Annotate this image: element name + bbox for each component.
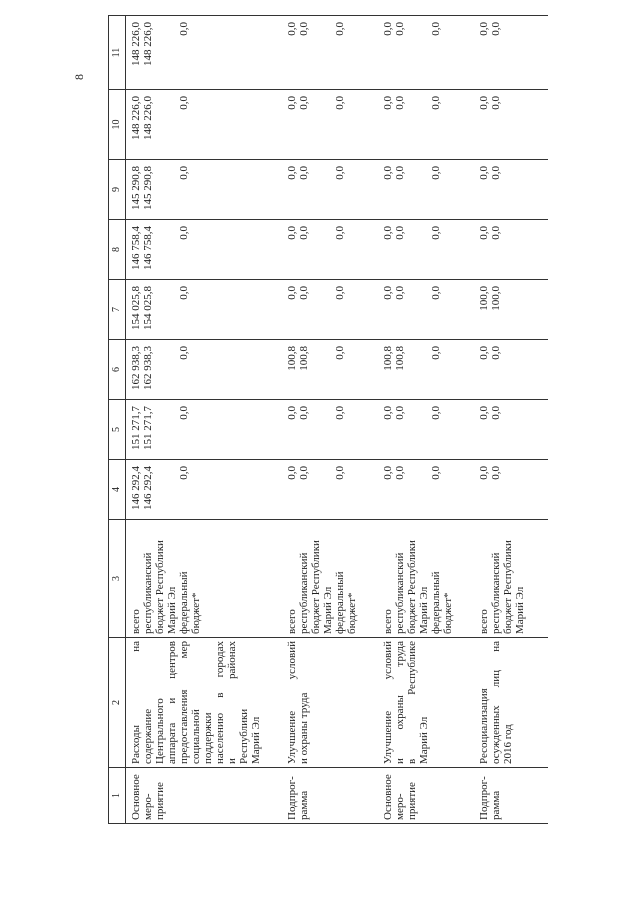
value-cell	[380, 90, 476, 160]
column-header: 6	[109, 340, 126, 400]
cell-line: и районах	[226, 641, 238, 764]
cell-line: всего	[286, 609, 298, 634]
value-cell	[284, 90, 380, 160]
table-row	[284, 16, 380, 824]
value-vals_total: 148 226,0	[130, 22, 142, 66]
row-source-cell	[380, 520, 476, 638]
budget-table	[108, 15, 548, 824]
value-spacer	[406, 96, 430, 156]
cell-line: Ресоциализация	[478, 688, 490, 764]
value-spacer	[310, 96, 334, 156]
cell-line: всего	[130, 609, 142, 634]
value-vals_total: 0,0	[478, 346, 490, 360]
cell-line: осужденных лиц на	[490, 641, 502, 764]
value-vals_rep: 0,0	[394, 466, 406, 480]
value-vals_total: 154 025,8	[130, 286, 142, 330]
value-vals_rep: 0,0	[298, 226, 310, 240]
row-source-cell	[476, 520, 548, 638]
value-vals_total: 0,0	[478, 22, 490, 36]
value-vals_fed: 0,0	[178, 96, 190, 110]
value-vals_rep: 0,0	[394, 22, 406, 36]
cell-line: бюджет Республики	[310, 540, 322, 634]
value-cell	[380, 160, 476, 220]
value-vals_rep: 145 290,8	[142, 166, 154, 210]
value-cell	[284, 220, 380, 280]
cell-line: меро-	[394, 793, 406, 820]
cell-line: социальной	[190, 709, 202, 764]
value-cell	[126, 280, 285, 340]
cell-line: Улучшение условий	[286, 641, 298, 764]
value-spacer	[154, 466, 178, 516]
cell-line: федеральный	[178, 571, 190, 634]
cell-line: федеральный	[430, 571, 442, 634]
value-spacer	[406, 466, 430, 516]
value-vals_total: 0,0	[382, 466, 394, 480]
column-header: 8	[109, 220, 126, 280]
cell-line: предоставления мер	[178, 641, 190, 764]
value-cell	[126, 460, 285, 520]
value-spacer	[406, 166, 430, 216]
row-name-cell	[126, 638, 285, 768]
value-vals_total: 100,0	[478, 286, 490, 311]
cell-line: Марий Эл	[418, 716, 430, 764]
value-vals_fed: 0,0	[430, 166, 442, 180]
value-cell	[476, 16, 548, 90]
value-vals_rep: 148 226,0	[142, 96, 154, 140]
cell-line: поддержки	[202, 712, 214, 764]
value-vals_fed: 0,0	[430, 22, 442, 36]
table-row	[380, 16, 476, 824]
value-vals_total: 0,0	[478, 466, 490, 480]
cell-line: и охраны труда	[394, 641, 406, 764]
value-vals_fed: 0,0	[430, 286, 442, 300]
cell-line: Республики	[238, 708, 250, 764]
column-header: 4	[109, 460, 126, 520]
value-cell	[284, 460, 380, 520]
value-cell	[126, 340, 285, 400]
cell-line: всего	[382, 609, 394, 634]
value-vals_total: 0,0	[286, 286, 298, 300]
row-source-cell	[284, 520, 380, 638]
cell-line: Марий Эл	[166, 586, 178, 634]
value-spacer	[406, 226, 430, 276]
value-cell	[126, 90, 285, 160]
value-cell	[476, 460, 548, 520]
value-spacer	[154, 22, 178, 86]
value-vals_total: 0,0	[286, 22, 298, 36]
value-spacer	[310, 286, 334, 336]
value-vals_rep: 0,0	[298, 466, 310, 480]
cell-line: федеральный	[334, 571, 346, 634]
value-vals_rep: 154 025,8	[142, 286, 154, 330]
cell-line: населению в городах	[214, 641, 226, 764]
value-cell	[284, 280, 380, 340]
value-spacer	[154, 346, 178, 396]
value-cell	[380, 460, 476, 520]
cell-line: в Республике	[406, 641, 418, 764]
value-spacer	[406, 406, 430, 456]
cell-line: Основное	[130, 774, 142, 820]
value-vals_fed: 0,0	[430, 346, 442, 360]
value-vals_fed: 0,0	[334, 406, 346, 420]
value-spacer	[406, 286, 430, 336]
value-spacer	[154, 286, 178, 336]
cell-line: содержание	[142, 708, 154, 764]
value-vals_total: 148 226,0	[130, 96, 142, 140]
value-cell	[380, 340, 476, 400]
value-spacer	[406, 22, 430, 86]
value-vals_rep: 0,0	[490, 406, 502, 420]
cell-line: Центрального	[154, 698, 166, 764]
value-vals_rep: 0,0	[490, 226, 502, 240]
cell-line: всего	[478, 609, 490, 634]
value-vals_total: 0,0	[286, 96, 298, 110]
value-cell	[284, 160, 380, 220]
value-vals_total: 0,0	[286, 466, 298, 480]
value-vals_fed: 0,0	[430, 466, 442, 480]
value-vals_fed: 0,0	[178, 406, 190, 420]
header-row	[109, 16, 126, 824]
cell-line: Подпрог-	[478, 776, 490, 820]
value-vals_rep: 0,0	[394, 406, 406, 420]
cell-line: приятие	[406, 782, 418, 820]
column-header: 11	[109, 16, 126, 90]
value-vals_total: 100,8	[382, 346, 394, 371]
value-vals_total: 0,0	[478, 226, 490, 240]
value-spacer	[310, 166, 334, 216]
cell-line: Марий Эл	[250, 716, 262, 764]
value-vals_total: 0,0	[286, 406, 298, 420]
cell-line: Основное	[382, 774, 394, 820]
value-vals_total: 0,0	[382, 166, 394, 180]
table-row	[476, 16, 548, 824]
value-vals_rep: 0,0	[298, 96, 310, 110]
cell-line: Расходы на	[130, 641, 142, 764]
value-vals_fed: 0,0	[178, 22, 190, 36]
value-spacer	[154, 96, 178, 156]
value-spacer	[154, 406, 178, 456]
value-vals_rep: 162 938,3	[142, 346, 154, 390]
value-vals_rep: 100,8	[394, 346, 406, 371]
column-header: 7	[109, 280, 126, 340]
value-cell	[476, 400, 548, 460]
column-header: 3	[109, 520, 126, 638]
value-cell	[476, 280, 548, 340]
row-type-cell	[126, 768, 285, 824]
column-header: 5	[109, 400, 126, 460]
row-type-cell	[476, 768, 548, 824]
cell-line: Подпрог-	[286, 776, 298, 820]
value-vals_fed: 0,0	[430, 226, 442, 240]
value-spacer	[310, 22, 334, 86]
value-vals_fed: 0,0	[334, 466, 346, 480]
value-vals_fed: 0,0	[334, 166, 346, 180]
value-vals_rep: 148 226,0	[142, 22, 154, 66]
value-vals_rep: 0,0	[490, 346, 502, 360]
row-name-cell	[284, 638, 380, 768]
cell-line: бюджет Республики	[502, 540, 514, 634]
value-spacer	[154, 166, 178, 216]
value-cell	[126, 160, 285, 220]
value-vals_rep: 0,0	[394, 286, 406, 300]
value-vals_total: 146 292,4	[130, 466, 142, 510]
value-vals_rep: 0,0	[298, 286, 310, 300]
value-vals_rep: 146 292,4	[142, 466, 154, 510]
cell-line: бюджет Республики	[406, 540, 418, 634]
value-vals_fed: 0,0	[178, 166, 190, 180]
cell-line: бюджет*	[346, 592, 358, 634]
value-vals_total: 0,0	[382, 226, 394, 240]
value-vals_rep: 0,0	[298, 406, 310, 420]
value-vals_fed: 0,0	[334, 346, 346, 360]
value-vals_total: 146 758,4	[130, 226, 142, 270]
column-header: 10	[109, 90, 126, 160]
cell-line: рамма	[298, 790, 310, 820]
value-cell	[476, 160, 548, 220]
value-cell	[380, 220, 476, 280]
value-vals_rep: 0,0	[490, 22, 502, 36]
value-vals_rep: 0,0	[394, 166, 406, 180]
value-vals_total: 0,0	[286, 166, 298, 180]
value-vals_total: 0,0	[286, 226, 298, 240]
row-name-cell	[476, 638, 548, 768]
value-vals_total: 0,0	[382, 22, 394, 36]
table-row	[126, 16, 285, 824]
value-vals_fed: 0,0	[430, 96, 442, 110]
value-cell	[380, 400, 476, 460]
column-header: 2	[109, 638, 126, 768]
cell-line: приятие	[154, 782, 166, 820]
cell-line: республиканский	[142, 552, 154, 634]
cell-line: бюджет*	[190, 592, 202, 634]
value-cell	[476, 220, 548, 280]
value-vals_total: 0,0	[382, 406, 394, 420]
cell-line: бюджет*	[442, 592, 454, 634]
value-spacer	[310, 406, 334, 456]
value-cell	[126, 16, 285, 90]
value-cell	[476, 340, 548, 400]
value-cell	[126, 400, 285, 460]
value-cell	[284, 16, 380, 90]
value-vals_total: 0,0	[478, 406, 490, 420]
value-vals_total: 151 271,7	[130, 406, 142, 450]
cell-line: аппарата и центров	[166, 641, 178, 764]
cell-line: меро-	[142, 793, 154, 820]
value-cell	[380, 16, 476, 90]
value-spacer	[310, 466, 334, 516]
value-vals_fed: 0,0	[334, 226, 346, 240]
cell-line: бюджет Республики	[154, 540, 166, 634]
row-type-cell	[380, 768, 476, 824]
value-vals_fed: 0,0	[430, 406, 442, 420]
column-header: 9	[109, 160, 126, 220]
value-vals_total: 0,0	[478, 166, 490, 180]
cell-line: Улучшение условий	[382, 641, 394, 764]
value-cell	[476, 90, 548, 160]
value-vals_total: 0,0	[478, 96, 490, 110]
value-vals_rep: 0,0	[394, 96, 406, 110]
value-spacer	[154, 226, 178, 276]
value-vals_total: 100,8	[286, 346, 298, 371]
row-type-cell	[284, 768, 380, 824]
cell-line: рамма	[490, 790, 502, 820]
value-spacer	[310, 226, 334, 276]
value-vals_total: 145 290,8	[130, 166, 142, 210]
value-vals_rep: 0,0	[298, 22, 310, 36]
value-vals_total: 162 938,3	[130, 346, 142, 390]
value-vals_fed: 0,0	[178, 286, 190, 300]
value-vals_total: 0,0	[382, 286, 394, 300]
cell-line: республиканский	[394, 552, 406, 634]
value-vals_rep: 100,8	[298, 346, 310, 371]
value-vals_rep: 0,0	[490, 166, 502, 180]
cell-line: республиканский	[298, 552, 310, 634]
value-cell	[284, 340, 380, 400]
value-cell	[284, 400, 380, 460]
cell-line: Марий Эл	[322, 586, 334, 634]
value-vals_fed: 0,0	[334, 286, 346, 300]
row-name-cell	[380, 638, 476, 768]
value-vals_fed: 0,0	[334, 22, 346, 36]
page-number: 8	[72, 74, 86, 80]
value-vals_fed: 0,0	[178, 466, 190, 480]
value-vals_fed: 0,0	[334, 96, 346, 110]
value-cell	[126, 220, 285, 280]
value-spacer	[310, 346, 334, 396]
column-header: 1	[109, 768, 126, 824]
cell-line: и охраны труда	[298, 692, 310, 764]
cell-line: 2016 год	[502, 724, 514, 764]
row-source-cell	[126, 520, 285, 638]
value-vals_rep: 0,0	[394, 226, 406, 240]
value-spacer	[406, 346, 430, 396]
value-vals_rep: 0,0	[298, 166, 310, 180]
cell-line: Марий Эл	[418, 586, 430, 634]
value-vals_rep: 0,0	[490, 466, 502, 480]
value-vals_fed: 0,0	[178, 346, 190, 360]
value-vals_fed: 0,0	[178, 226, 190, 240]
cell-line: республиканский	[490, 552, 502, 634]
value-vals_rep: 151 271,7	[142, 406, 154, 450]
cell-line: Марий Эл	[514, 586, 526, 634]
value-vals_total: 0,0	[382, 96, 394, 110]
value-cell	[380, 280, 476, 340]
value-vals_rep: 100,0	[490, 286, 502, 311]
value-vals_rep: 146 758,4	[142, 226, 154, 270]
value-vals_rep: 0,0	[490, 96, 502, 110]
